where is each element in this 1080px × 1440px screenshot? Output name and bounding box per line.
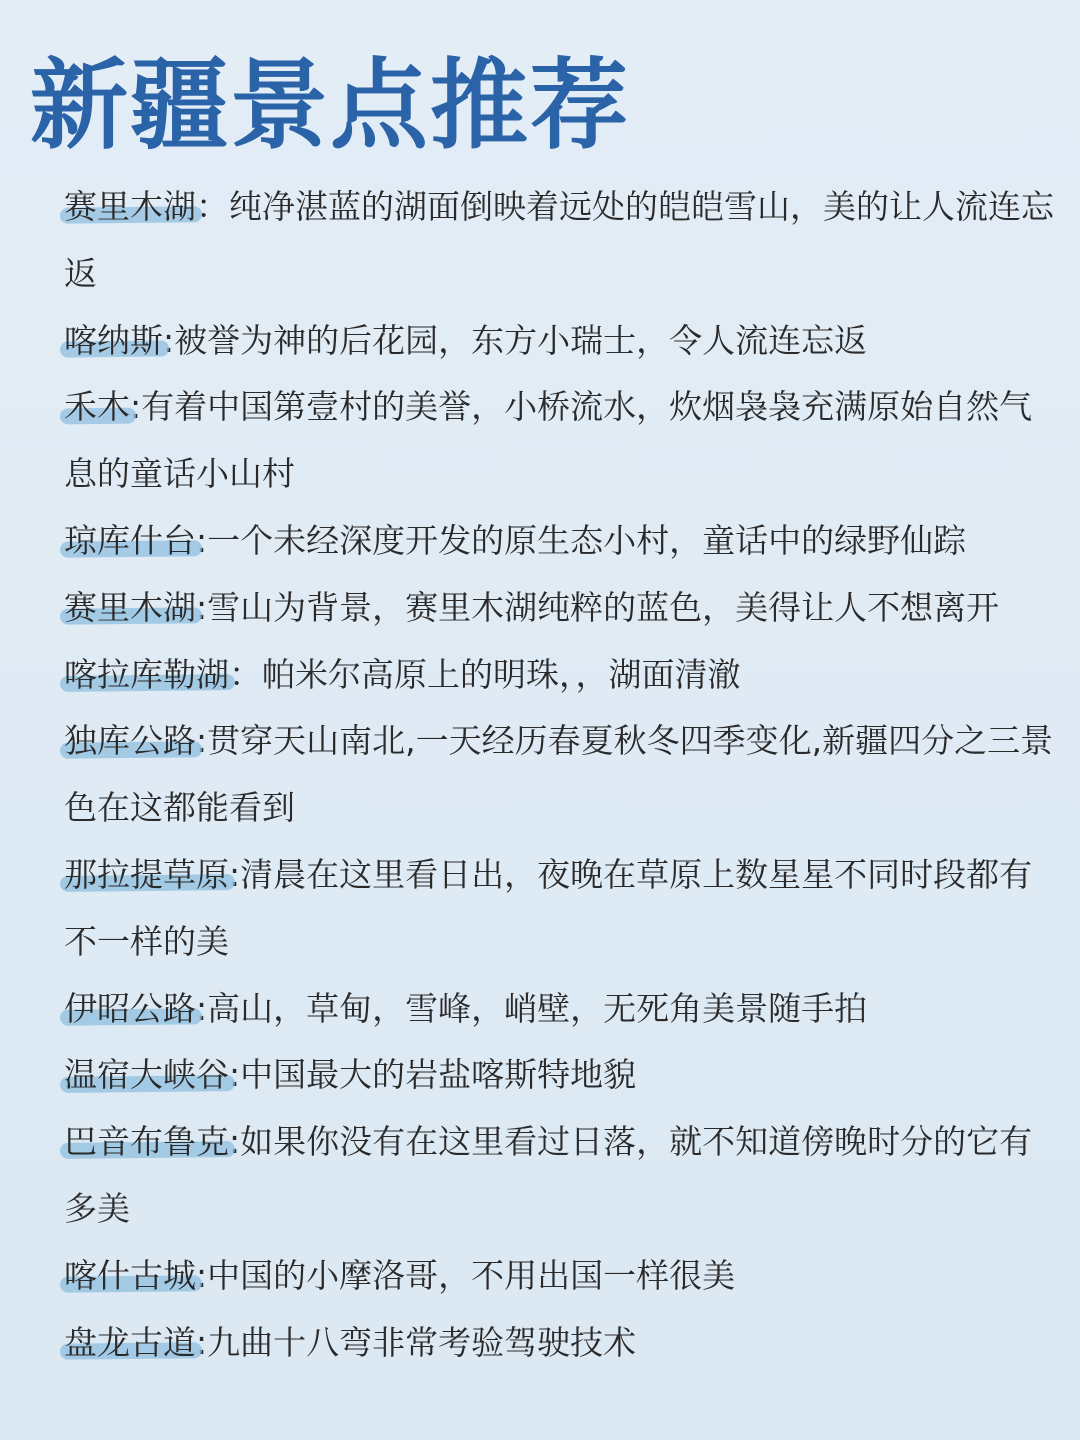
- attraction-name: 盘龙古道: [64, 1322, 196, 1362]
- list-item: [64, 976, 1054, 1043]
- separator: :: [229, 1122, 241, 1162]
- attraction-description: 高山，草甸，雪峰，峭壁，无死角美景随手拍: [207, 988, 868, 1028]
- separator: :: [196, 721, 208, 761]
- list-item: [64, 308, 1054, 375]
- separator: :: [130, 387, 142, 427]
- attraction-description: 被誉为神的后花园，东方小瑞士，令人流连忘返: [174, 320, 868, 360]
- attraction-name: 那拉提草原: [64, 854, 229, 894]
- attraction-description: 九曲十八弯非常考验驾驶技术: [207, 1322, 637, 1362]
- attraction-description: 清晨在这里看日出，夜晚在草原上数星星不同时段都有不一样的美: [64, 854, 1033, 961]
- separator: :: [163, 320, 175, 360]
- attraction-description: 一个未经深度开发的原生态小村，童话中的绿野仙踪: [207, 520, 967, 560]
- separator: :: [229, 1055, 241, 1095]
- attraction-name: 喀纳斯: [64, 320, 163, 360]
- attraction-name: 巴音布鲁克: [64, 1122, 229, 1162]
- attraction-name: 琼库什台: [64, 520, 196, 560]
- attraction-description: 雪山为背景，赛里木湖纯粹的蓝色，美得让人不想离开: [207, 587, 1000, 627]
- list-item: [64, 575, 1054, 642]
- attraction-name: 赛里木湖: [64, 587, 196, 627]
- list-item: [64, 708, 1054, 842]
- list-item: [64, 508, 1054, 575]
- attraction-name: 赛里木湖: [64, 187, 196, 226]
- separator: :: [229, 854, 241, 894]
- list-item: [64, 642, 1054, 709]
- attraction-description: 帕米尔高原上的明珠，，湖面清澈: [262, 654, 741, 694]
- list-item: [64, 842, 1054, 976]
- attraction-description: 如果你没有在这里看过日落，就不知道傍晚时分的它有多美: [64, 1122, 1033, 1228]
- attraction-description: 有着中国第壹村的美誉，小桥流水，炊烟袅袅充满原始自然气息的童话小山村: [64, 387, 1033, 494]
- list-item: [64, 1243, 1054, 1310]
- separator: :: [196, 1322, 208, 1362]
- separator: ：: [196, 187, 229, 226]
- list-item: [64, 174, 1054, 308]
- list-item: [64, 1042, 1054, 1109]
- attraction-name: 喀什古城: [64, 1255, 196, 1295]
- attraction-description: 中国的小摩洛哥，不用出国一样很美: [207, 1255, 736, 1295]
- page-title: 新疆景点推荐: [30, 48, 631, 163]
- list-item: [64, 1310, 1054, 1377]
- attraction-name: 伊昭公路: [64, 988, 196, 1028]
- separator: :: [196, 1255, 208, 1295]
- separator: :: [196, 520, 208, 560]
- attraction-description: 贯穿天山南北,一天经历春夏秋冬四季变化,新疆四分之三景色在这都能看到: [64, 721, 1054, 828]
- attraction-description: 纯净湛蓝的湖面倒映着远处的皑皑雪山，美的让人流连忘返: [64, 187, 1054, 293]
- attraction-name: 温宿大峡谷: [64, 1055, 229, 1095]
- list-item: [64, 1109, 1054, 1243]
- separator: :: [196, 587, 208, 627]
- separator: ：: [229, 654, 262, 694]
- attraction-description: 中国最大的岩盐喀斯特地貌: [240, 1055, 637, 1095]
- list-item: [64, 374, 1054, 508]
- attraction-name: 禾木: [64, 387, 130, 427]
- attraction-name: 喀拉库勒湖: [64, 654, 229, 694]
- attraction-name: 独库公路: [64, 721, 196, 761]
- attractions-list: [64, 174, 1054, 1376]
- separator: :: [196, 988, 208, 1028]
